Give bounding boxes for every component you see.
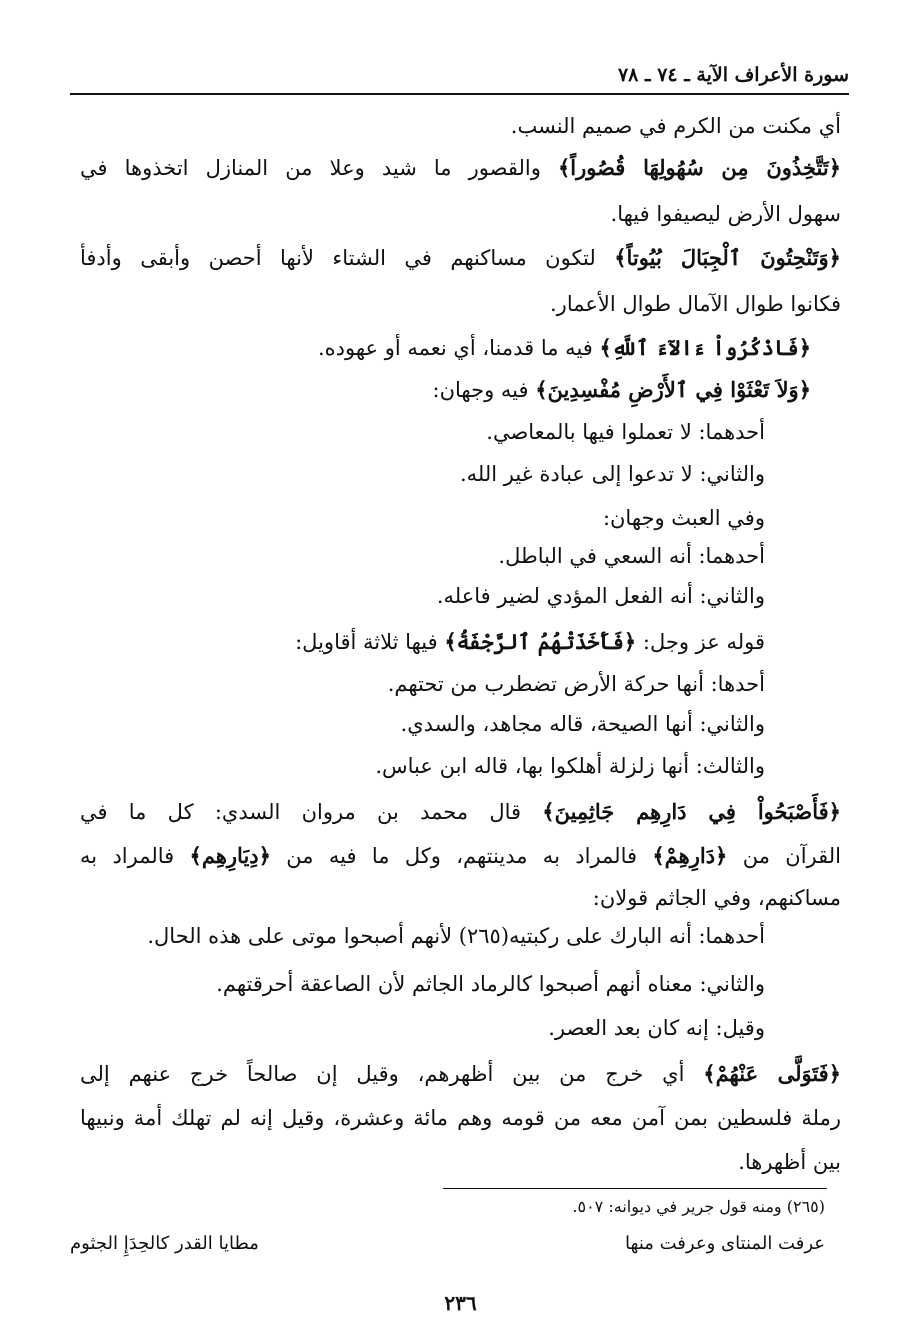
line-text: فالمراد به مدينتهم، وكل ما فيه من: [270, 844, 653, 868]
quran-quote: ﴿فَتَوَلَّى عَنْهُمْ﴾: [703, 1061, 841, 1086]
quran-quote: ﴿وَتَنْحِتُونَ ٱلْجِبَالَ بُيُوتاً﴾: [614, 245, 841, 270]
text-line: [80, 236, 841, 280]
text-line: [80, 790, 841, 834]
line-text: رملة فلسطين بمن آمن معه من قومه وهم مائة وعشرة، وقيل إنه لم تهلك أمة ونبيها: [80, 1106, 841, 1130]
text-line: [80, 1006, 765, 1050]
quran-quote: ﴿وَلاَ تَعْثَوْا فِي ٱلأَرْضِ مُفْسِدِينَ﴾: [535, 377, 811, 402]
text-line: [80, 744, 765, 788]
line-text: والثاني: لا تدعوا إلى عبادة غير الله.: [459, 462, 765, 486]
quran-quote: ﴿فَاذْكُرُواْ ءَالآءَ ٱللَّهِ﴾: [599, 335, 811, 360]
line-text: والقصور ما شيد وعلا من المنازل اتخذوها في: [80, 156, 558, 180]
line-text: فالمراد به: [80, 844, 190, 868]
line-text: والثاني: أنه الفعل المؤدي لضير فاعله.: [436, 584, 765, 608]
footnote-text: (٢٦٥) ومنه قول جرير في ديوانه: ٥٠٧.: [572, 1197, 825, 1216]
text-line: [80, 1052, 841, 1096]
text-line: [80, 620, 765, 664]
text-line: [80, 368, 811, 412]
line-text: أحدها: أنها حركة الأرض تضطرب من تحتهم.: [387, 672, 765, 696]
line-text: أي مكنت من الكرم في صميم النسب.: [510, 114, 841, 138]
text-line: [80, 914, 765, 958]
text-line: [80, 662, 765, 706]
text-line: [80, 146, 841, 190]
footnote-rule: [443, 1188, 827, 1189]
line-text: فيها ثلاثة أقاويل:: [295, 630, 445, 654]
quran-quote: ﴿فَأَخَذَتْهُمُ ٱلرَّجْفَةُ﴾: [444, 629, 637, 654]
line-text: والثالث: أنها زلزلة أهلكوا بها، قاله ابن عباس.: [375, 754, 765, 778]
line-text: بين أظهرها.: [738, 1150, 841, 1174]
line-text: القرآن من: [727, 844, 841, 868]
quran-quote: ﴿دَارِهِمْ﴾: [652, 843, 728, 868]
line-text: أي خرج من بين أظهرهم، وقيل إن صالحاً خرج عنهم إلى: [80, 1062, 704, 1086]
line-text: أحدهما: أنه السعي في الباطل.: [498, 544, 765, 568]
line-text: سهول الأرض ليصيفوا فيها.: [610, 202, 841, 226]
verse-second-hemistich: مطايا القدر كالحِدَإِ الجثوم: [70, 1233, 259, 1254]
text-line: [80, 452, 765, 496]
line-text: فيه وجهان:: [432, 378, 536, 402]
line-text: وقيل: إنه كان بعد العصر.: [548, 1016, 765, 1040]
text-line: [80, 702, 765, 746]
text-line: [80, 574, 765, 618]
page-number: ٢٣٦: [444, 1291, 477, 1315]
line-text: فيه ما قدمنا، أي نعمه أو عهوده.: [317, 336, 600, 360]
verse-first-hemistich: عرفت المنتاى وعرفت منها: [625, 1233, 825, 1254]
text-line: [80, 1140, 841, 1184]
text-line: [80, 962, 765, 1006]
running-header: سورة الأعراف الآية ـ ٧٤ ـ ٧٨: [617, 64, 849, 86]
text-line: [80, 192, 841, 236]
quran-quote: ﴿تَتَّخِذُونَ مِن سُهُولِهَا قُصُوراً﴾: [557, 155, 841, 180]
text-line: [80, 282, 841, 326]
line-text: أحدهما: لا تعملوا فيها بالمعاصي.: [486, 420, 765, 444]
line-text: وفي العبث وجهان:: [602, 506, 765, 530]
line-text: لتكون مساكنهم في الشتاء لأنها أحصن وأبقى وأدفأ: [80, 246, 615, 270]
text-line: [80, 104, 841, 148]
line-text: قال محمد بن مروان السدي: كل ما في: [80, 800, 543, 824]
line-text: قوله عز وجل:: [636, 630, 765, 654]
line-text: فكانوا طوال الآمال طوال الأعمار.: [550, 292, 841, 316]
line-text: والثاني: معناه أنهم أصبحوا كالرماد الجاثم لأن الصاعقة أحرقتهم.: [216, 972, 765, 996]
text-line: [80, 1096, 841, 1140]
quran-quote: ﴿دِيَارِهِم﴾: [189, 843, 271, 868]
footnote: [80, 1192, 825, 1222]
header-rule: [70, 93, 849, 95]
line-text: أحدهما: أنه البارك على ركبتيه(٢٦٥) لأنهم أصبحوا موتى على هذه الحال.: [147, 924, 765, 948]
line-text: والثاني: أنها الصيحة، قاله مجاهد، والسدي.: [400, 712, 765, 736]
text-line: [80, 534, 765, 578]
poetry-verse: [70, 1228, 825, 1260]
quran-quote: ﴿فَأَصْبَحُواْ فِي دَارِهِم جَاثِمِينَ﴾: [542, 799, 841, 824]
text-line: [80, 834, 841, 878]
text-line: [80, 410, 765, 454]
line-text: مساكنهم، وفي الجاثم قولان:: [592, 886, 841, 910]
text-line: [80, 326, 811, 370]
